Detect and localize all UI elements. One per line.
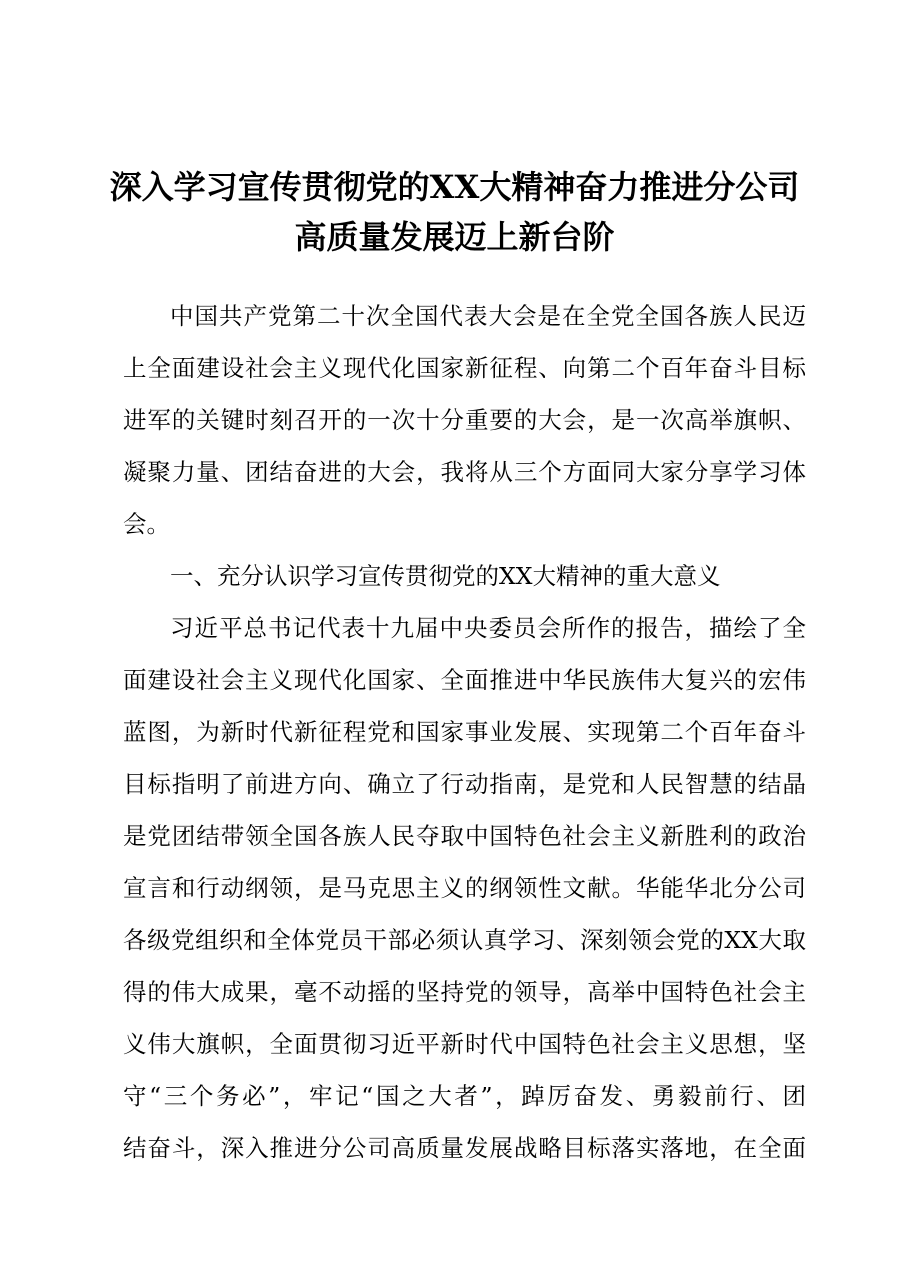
paragraph-1-line-3: 进军的关键时刻召开的一次十分重要的大会，是一次高举旗帜、	[123, 406, 806, 434]
section-heading-1: 一、充分认识学习宣传贯彻党的XX大精神的重大意义	[170, 562, 721, 590]
paragraph-2-line-4: 目标指明了前进方向、确立了行动指南，是党和人民智慧的结晶	[123, 770, 806, 798]
document-title-line-1: 深入学习宣传贯彻党的XX大精神奋力推进分公司	[109, 168, 800, 206]
paragraph-2-line-8: 得的伟大成果，毫不动摇的坚持党的领导，高举中国特色社会主	[123, 978, 806, 1006]
paragraph-2-line-9: 义伟大旗帜，全面贯彻习近平新时代中国特色社会主义思想，坚	[123, 1030, 806, 1058]
paragraph-2-line-6: 宣言和行动纲领，是马克思主义的纲领性文献。华能华北分公司	[123, 874, 806, 902]
paragraph-1-line-4: 凝聚力量、团结奋进的大会，我将从三个方面同大家分享学习体	[123, 458, 806, 486]
paragraph-2-line-3: 蓝图，为新时代新征程党和国家事业发展、实现第二个百年奋斗	[123, 718, 806, 746]
paragraph-2-line-11: 结奋斗，深入推进分公司高质量发展战略目标落实落地，在全面	[123, 1134, 806, 1162]
document-title-line-2: 高质量发展迈上新台阶	[294, 218, 615, 256]
paragraph-2-line-7: 各级党组织和全体党员干部必须认真学习、深刻领会党的XX大取	[123, 926, 806, 954]
paragraph-2-line-5: 是党团结带领全国各族人民夺取中国特色社会主义新胜利的政治	[123, 822, 806, 850]
paragraph-1-line-5: 会。	[123, 510, 170, 538]
paragraph-2-line-10: 守“三个务必”，牢记“国之大者”，踔厉奋发、勇毅前行、团	[123, 1082, 806, 1110]
paragraph-2-line-1: 习近平总书记代表十九届中央委员会所作的报告，描绘了全	[170, 614, 806, 642]
paragraph-1-line-1: 中国共产党第二十次全国代表大会是在全党全国各族人民迈	[170, 302, 806, 330]
paragraph-2-line-2: 面建设社会主义现代化国家、全面推进中华民族伟大复兴的宏伟	[123, 666, 806, 694]
paragraph-1-line-2: 上全面建设社会主义现代化国家新征程、向第二个百年奋斗目标	[123, 354, 806, 382]
